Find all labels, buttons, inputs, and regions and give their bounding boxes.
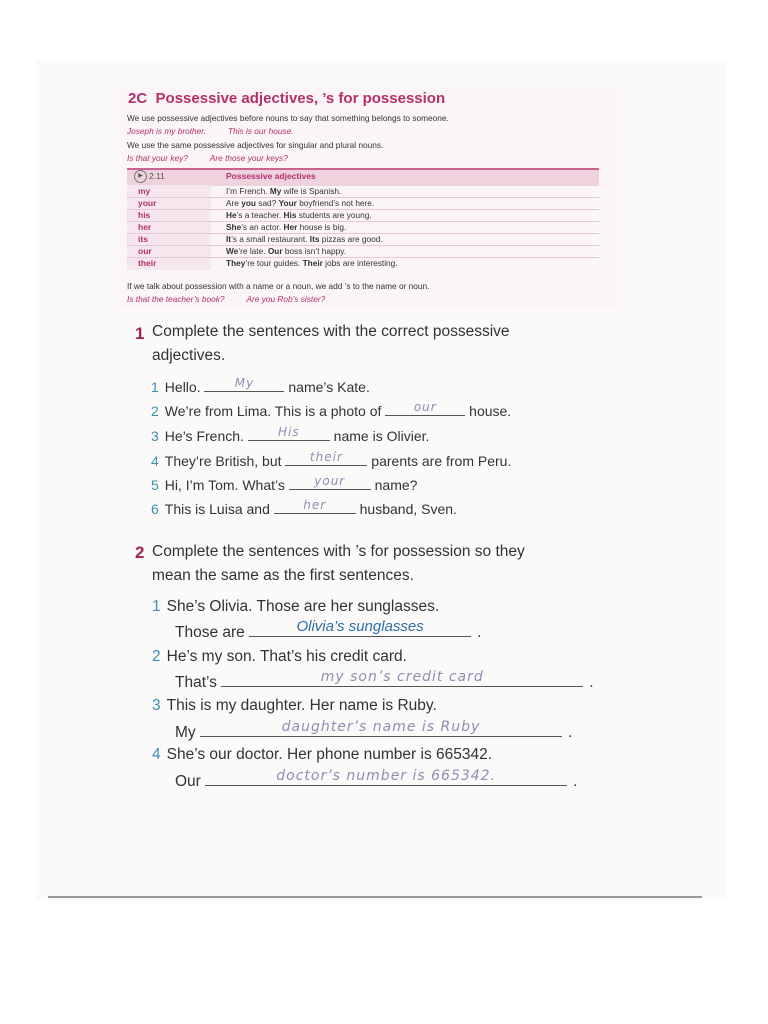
item-text: Those are	[175, 624, 250, 641]
handwritten-answer: our	[413, 400, 437, 414]
table-header	[127, 168, 599, 186]
item-text: They’re British, but	[164, 453, 286, 469]
exercise-2-item-prompt	[152, 648, 407, 666]
item-text: She’s Olivia. Those are her sunglasses.	[166, 598, 440, 615]
handwritten-answer: His	[277, 425, 300, 439]
exercise-2-item-prompt	[152, 697, 437, 715]
table-sentence	[226, 258, 398, 268]
item-text: Our	[175, 773, 206, 790]
item-text: husband, Sven.	[355, 501, 457, 517]
table-bold-word: Her	[283, 222, 298, 232]
exercise-1-item	[151, 377, 370, 395]
table-text: Are	[226, 198, 242, 208]
play-icon[interactable]: ▶	[134, 170, 147, 183]
table-bold-word: His	[283, 210, 297, 220]
exercise-2-item-prompt	[152, 598, 439, 616]
answer-blank[interactable]	[204, 377, 284, 392]
item-text: Hello.	[164, 379, 205, 395]
item-text: house.	[465, 403, 512, 419]
item-number: 4	[151, 453, 159, 469]
example: Are you Rob’s sister?	[246, 294, 326, 304]
grammar-title	[128, 90, 445, 107]
table-sentence	[226, 222, 346, 232]
item-text: We’re from Lima. This is a photo of	[164, 403, 386, 419]
table-title: Possessive adjectives	[226, 171, 316, 181]
item-text: He’s my son. That’s his credit card.	[166, 648, 407, 665]
table-bold-word: We	[226, 246, 239, 256]
example-answer: Olivia’s sunglasses	[296, 618, 424, 635]
item-text: .	[567, 724, 573, 741]
item-text: This is Luisa and	[164, 501, 274, 517]
table-text: ’re late.	[238, 246, 268, 256]
answer-blank[interactable]	[289, 475, 371, 490]
answer-blank[interactable]	[385, 401, 465, 416]
answer-blank[interactable]	[248, 426, 330, 441]
example: Is that the teacher’s book?	[127, 294, 225, 304]
table-bold-word: They	[226, 258, 246, 268]
exercise-1-item	[151, 475, 417, 493]
table-bold-word: It	[226, 234, 232, 244]
grammar-rule-2: We use the same possessive adjectives for singular and plural nouns.	[127, 140, 384, 150]
exercise-1-item	[151, 451, 511, 469]
table-text: I’m French.	[226, 186, 270, 196]
table-bold-word: Your	[278, 198, 297, 208]
table-row-divider	[127, 221, 599, 222]
table-text: wife is Spanish.	[281, 186, 342, 196]
item-number: 6	[151, 501, 159, 517]
answer-blank[interactable]	[200, 719, 562, 737]
handwritten-answer: your	[314, 474, 346, 488]
exercise-1-item	[151, 499, 457, 517]
exercise-2-item-prompt	[152, 746, 492, 764]
item-text: Hi, I’m Tom. What’s	[164, 477, 289, 493]
grammar-rule-1: We use possessive adjectives before nouns to say that something belongs to someone.	[127, 113, 449, 123]
grammar-examples-1	[127, 126, 316, 136]
answer-blank[interactable]	[285, 451, 367, 466]
table-bold-word: She	[226, 222, 242, 232]
exercise-2-number: 2	[135, 543, 145, 562]
exercise-1-item	[151, 401, 511, 419]
table-bold-word: Their	[302, 258, 323, 268]
item-number: 5	[151, 477, 159, 493]
answer-blank[interactable]	[274, 499, 356, 514]
answer-blank[interactable]	[205, 768, 567, 786]
audio-track[interactable]	[134, 170, 165, 183]
item-text: My	[175, 724, 200, 741]
table-text: jobs are interesting.	[322, 258, 398, 268]
handwritten-answer: My	[234, 376, 255, 390]
exercise-2-item-answer	[175, 669, 594, 692]
table-text: ’s a teacher.	[236, 210, 284, 220]
table-adjective: her	[138, 222, 152, 232]
table-adjective: their	[138, 258, 157, 268]
exercise-1-item	[151, 426, 429, 444]
table-sentence	[226, 186, 341, 196]
item-text: name is Olivier.	[329, 428, 430, 444]
table-text: ’s an actor.	[241, 222, 284, 232]
answer-blank[interactable]	[249, 618, 471, 637]
item-number: 4	[152, 746, 161, 763]
table-sentence	[226, 246, 346, 256]
item-number: 3	[152, 697, 161, 714]
table-sentence	[226, 210, 372, 220]
table-text: ’re tour guides.	[245, 258, 303, 268]
exercise-1-instruction-cont: adjectives.	[152, 347, 226, 364]
answer-blank[interactable]	[221, 669, 583, 687]
handwritten-answer: their	[309, 450, 343, 464]
handwritten-answer: daughter’s name is Ruby	[281, 719, 481, 735]
table-sentence	[226, 198, 374, 208]
table-bold-word: He	[226, 210, 237, 220]
table-bold-word: My	[269, 186, 282, 196]
item-number: 3	[151, 428, 159, 444]
table-bold-word: Our	[267, 246, 283, 256]
item-text: .	[477, 624, 482, 641]
example: Are those your keys?	[209, 153, 288, 163]
exercise-2-item-answer	[175, 618, 482, 642]
example: Is that your key?	[127, 153, 188, 163]
example: This is our house.	[228, 126, 294, 136]
table-text: boyfriend’s not here.	[296, 198, 375, 208]
audio-track-number: 2.11	[149, 170, 165, 181]
item-number: 1	[152, 598, 161, 615]
grammar-title-text: Possessive adjectives, ’s for possession	[155, 90, 446, 107]
exercise-2-item-answer	[175, 768, 578, 791]
table-sentence	[226, 234, 383, 244]
table-text: boss isn’t happy.	[282, 246, 347, 256]
example: Joseph is my brother.	[127, 126, 207, 136]
grammar-number: 2C	[128, 90, 148, 107]
grammar-examples-3	[127, 294, 347, 304]
handwritten-answer: doctor’s number is 665342.	[276, 768, 497, 784]
item-text: parents are from Peru.	[367, 453, 512, 469]
table-text: ’s a small restaurant.	[231, 234, 310, 244]
exercise-2-item-answer	[175, 719, 573, 742]
grammar-examples-2	[127, 153, 310, 163]
page-edge	[48, 896, 702, 898]
item-text: This is my daughter. Her name is Ruby.	[166, 697, 437, 714]
table-adjective: my	[138, 186, 151, 196]
item-number: 2	[152, 648, 161, 665]
grammar-rule-3: If we talk about possession with a name or a noun, we add ’s to the name or noun.	[127, 281, 430, 291]
item-number: 2	[151, 403, 159, 419]
item-text: He’s French.	[164, 428, 248, 444]
handwritten-answer: her	[303, 498, 327, 512]
exercise-2-instruction-cont: mean the same as the first sentences.	[152, 567, 414, 584]
table-adjective: your	[138, 198, 157, 208]
table-row-divider	[127, 245, 599, 246]
item-text: That’s	[175, 674, 222, 691]
item-text: .	[589, 674, 594, 691]
table-adjective: its	[138, 234, 148, 244]
table-adjective: our	[138, 246, 152, 256]
handwritten-answer: my son’s credit card	[320, 669, 484, 685]
item-number: 1	[151, 379, 159, 395]
item-text: name’s Kate.	[284, 379, 370, 395]
exercise-2-instruction: Complete the sentences with ’s for possession so they	[152, 543, 525, 560]
item-text: name?	[370, 477, 418, 493]
item-text: She’s our doctor. Her phone number is 665342.	[166, 746, 493, 763]
table-text: students are young.	[296, 210, 372, 220]
table-text: pizzas are good.	[319, 234, 383, 244]
table-text: sad?	[255, 198, 279, 208]
exercise-1-instruction: Complete the sentences with the correct possessive	[152, 323, 510, 340]
table-text: house is big.	[297, 222, 347, 232]
table-adjective: his	[138, 210, 151, 220]
exercise-1-number: 1	[135, 324, 145, 343]
item-text: .	[573, 773, 578, 790]
table-bold-word: you	[241, 198, 256, 208]
table-bold-word: Its	[309, 234, 320, 244]
